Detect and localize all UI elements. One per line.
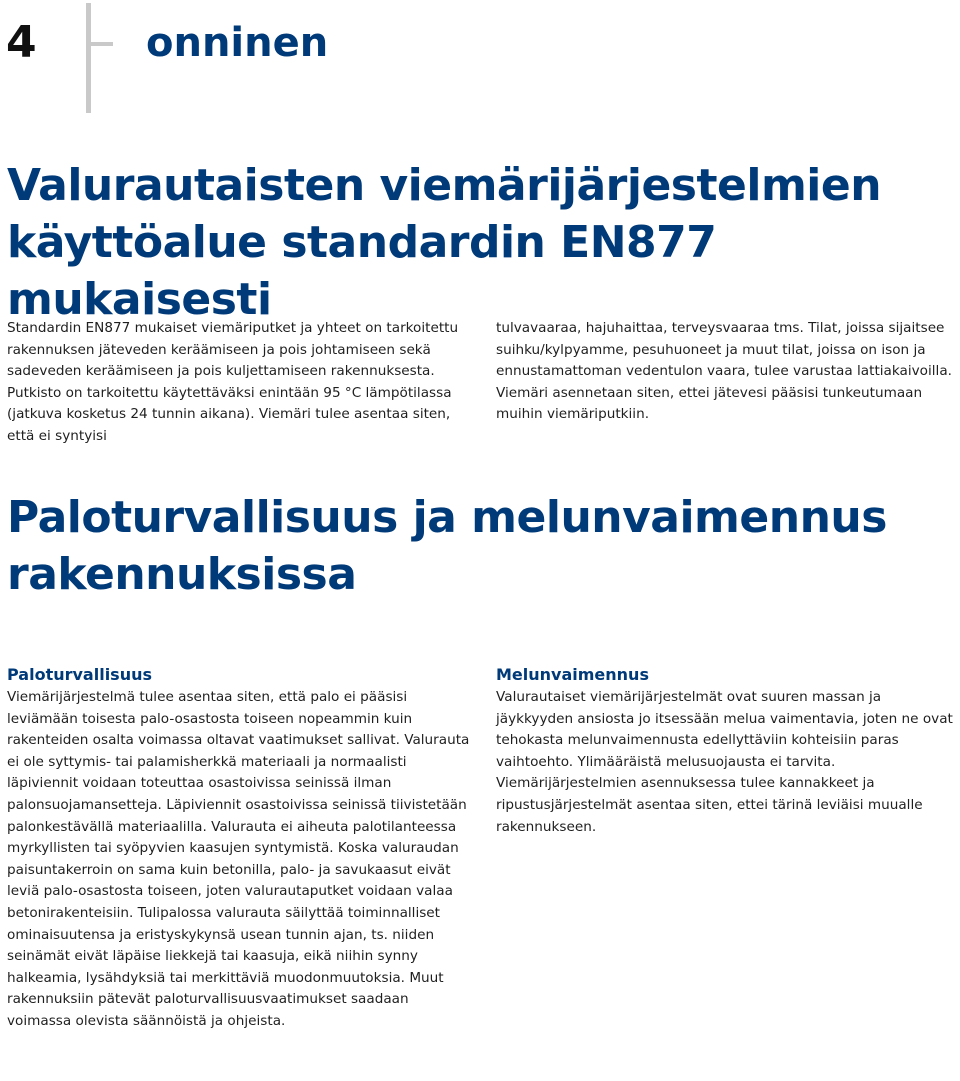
section-title-usage bbox=[7, 157, 957, 328]
usage-text-left: Standardin EN877 mukaiset viemäriputket ja yhteet on tarkoitettu rakennuksen jäteveden keräämiseen ja pois johtamiseen sekä sadeveden keräämiseen ja pois kuljettamiseen rakennuksesta. Putkisto on tarkoitettu käytettäväksi enintään 95 °C lämpötilassa (jatkuva kosketus 24 tunnin aikana). Viemäri tulee asentaa siten, että ei syntyisi bbox=[7, 320, 459, 444]
section-title-fire-noise-line1: Paloturvallisuus ja melunvaimennus bbox=[7, 492, 887, 543]
usage-text-right: tulvavaaraa, hajuhaittaa, terveysvaaraa tms. Tilat, joissa sijaitsee suihku/kylpyamme, pesuhuoneet ja muut tilat, joissa on ison ja ennustamattoman vedentulon vaara, tulee varustaa lattiakaivoilla. Viemäri asennetaan siten, ettei jätevesi pääsisi tunkeutumaan muihin viemäriputkiin. bbox=[496, 320, 952, 423]
header-divider-tick bbox=[91, 42, 113, 46]
section-title-usage-line2: käyttöalue standardin EN877 mukaisesti bbox=[7, 217, 717, 325]
section-title-usage-line1: Valurautaisten viemärijärjestelmien bbox=[7, 160, 882, 211]
brand-name: onninen bbox=[146, 20, 329, 66]
fire-safety-text: Viemärijärjestelmä tulee asentaa siten, että palo ei pääsisi leviämään toisesta palo-osastosta toiseen nopeammin kuin rakenteiden osalta voimassa oltavat vaatimukset sallivat. Valurauta ei ole syttymis- tai palamisherkkä materiaali ja normaalisti läpiviennit voidaan toteuttaa osastoivissa seinissä ilman palonsuojamansetteja. Läpiviennit osastoivissa seinissä tiivistetään palonkestävällä materiaalilla. Valurauta ei aiheuta palotilanteessa myrkyllisten tai syöpyvien kaasujen syntymistä. Koska valuraudan paisuntakerroin on sama kuin betonilla, palo- ja savukaasut eivät leviä palo-osastosta toiseen, joten valurautaputket voidaan valaa betonirakenteisiin. Tulipalossa valurauta säilyttää toiminnalliset ominaisuutensa ja eristyskykynsä usean tunnin ajan, ts. niiden seinämät eivät läpäise liekkejä tai kaasuja, eikä niihin synny halkeamia, lysähdyksiä tai merkittäviä muodonmuutoksia. Muut rakennuksiin pätevät paloturvallisuusvaatimukset saadaan voimassa olevista säännöistä ja ohjeista. bbox=[7, 689, 470, 1029]
fire-safety-heading: Paloturvallisuus bbox=[7, 665, 153, 684]
page-number: 4 bbox=[6, 17, 37, 68]
section-title-fire-noise bbox=[7, 489, 957, 603]
noise-reduction-text: Valurautaiset viemärijärjestelmät ovat suuren massan ja jäykkyyden ansiosta jo itsessään melua vaimentavia, joten ne ovat tehokasta melunvaimennusta edellyttäviin kohteisiin paras vaihtoehto. Ylimääräistä melusuojausta ei tarvita. Viemärijärjestelmien asennuksessa tulee kannakkeet ja ripustusjärjestelmät asentaa siten, ettei tärinä leviäisi muualle rakennukseen. bbox=[496, 689, 953, 835]
noise-reduction-heading: Melunvaimennus bbox=[496, 665, 649, 684]
header-divider bbox=[86, 3, 91, 113]
section-title-fire-noise-line2: rakennuksissa bbox=[7, 549, 357, 600]
